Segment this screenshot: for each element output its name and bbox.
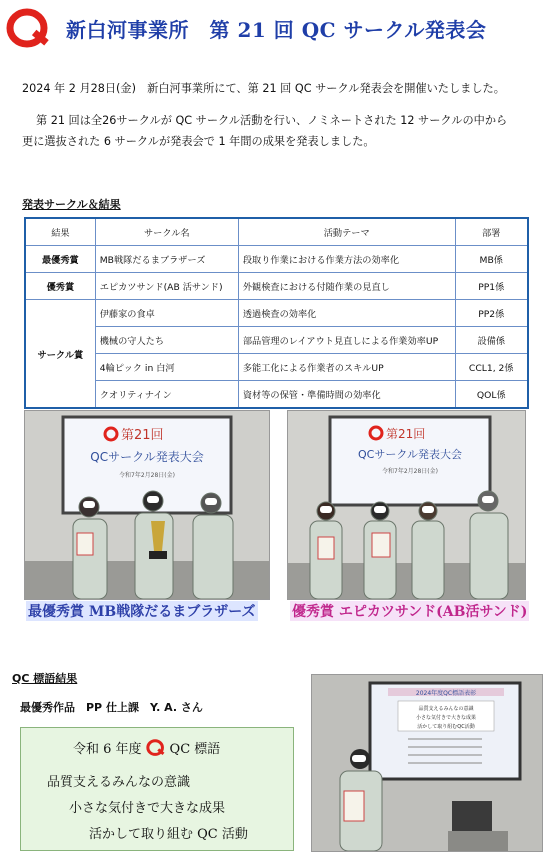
table-row (25, 327, 528, 354)
circle-cell: 4輪ピック in 白河 (95, 354, 238, 381)
slogan-winner: 最優秀作品 PP 仕上課 Y. A. さん (20, 701, 203, 714)
slogan-heading-suffix: QC 標語 (169, 742, 221, 757)
table-row (25, 381, 528, 409)
theme-cell: 段取り作業における作業方法の効率化 (238, 246, 455, 273)
slogan-line-1: 品質支えるみんなの意識 (47, 775, 191, 790)
screen-subtitle: QCサークル発表大会 (90, 450, 204, 464)
award-photo-ab (287, 410, 526, 600)
slogan-winner-photo (311, 674, 543, 852)
page-title: 新白河事業所 第 21 回 QC サークル発表会 (66, 18, 487, 42)
dept-cell: PP2係 (455, 300, 528, 327)
dept-cell: 設備係 (455, 327, 528, 354)
screen-subtitle: QCサークル発表大会 (357, 448, 463, 461)
slogan-line-3: 活かして取り組む QC 活動 (89, 827, 248, 842)
theme-cell: 部品管理のレイアウト見直しによる作業効率UP (238, 327, 455, 354)
winner-photo-image (312, 675, 542, 851)
theme-cell: 透過検査の効率化 (238, 300, 455, 327)
table-row (25, 246, 528, 273)
award-cell: サークル賞 (25, 300, 95, 409)
results-table (24, 217, 529, 409)
screen-date: 令和7年2月28日(金) (382, 468, 438, 475)
dept-cell: MB係 (455, 246, 528, 273)
award-cell: 最優秀賞 (25, 246, 95, 273)
column-header: サークル名 (95, 218, 238, 246)
column-header: 活動テーマ (238, 218, 455, 246)
intro-line-3: 更に選抜された 6 サークルが発表会で 1 年間の成果を発表しました。 (22, 135, 375, 148)
company-logo-icon (6, 8, 52, 50)
circle-cell: 伊藤家の食卓 (95, 300, 238, 327)
company-logo-icon (146, 739, 166, 757)
dept-cell: PP1係 (455, 273, 528, 300)
screen-date: 令和7年2月28日(金) (119, 472, 175, 479)
circle-cell: 機械の守人たち (95, 327, 238, 354)
intro-line-2: 第 21 回は全26サークルが QC サークル活動を行い、ノミネートされた 12 サークルの中から (36, 114, 508, 127)
screen-line: 品質支えるみんなの意識 (418, 706, 474, 712)
screen-line: 活かして取り組むQC活動 (417, 724, 475, 730)
circle-cell: MB戦隊だるまブラザーズ (95, 246, 238, 273)
slogan-heading-prefix: 令和 6 年度 (73, 742, 142, 757)
award-photo-mb (24, 410, 270, 600)
slogan-heading (73, 738, 220, 757)
theme-cell: 外観検査における付随作業の見直し (238, 273, 455, 300)
photo-caption-mb: 最優秀賞 MB戦隊だるまブラザーズ (26, 601, 258, 621)
slogan-box (20, 727, 294, 851)
circle-cell: クオリティナイン (95, 381, 238, 409)
intro-line-1: 2024 年 2 月28日(金) 新白河事業所にて、第 21 回 QC サークル発表会を開催いたしました。 (22, 82, 505, 95)
screen-title: 第21回 (386, 427, 426, 441)
screen-title: 第21回 (121, 428, 164, 443)
dept-cell: CCL1, 2係 (455, 354, 528, 381)
photo-caption-ab: 優秀賞 エピカツサンド(AB活サンド) (290, 601, 529, 621)
slogan-line-2: 小さな気付きで大きな成果 (69, 801, 226, 816)
theme-cell: 資材等の保管・準備時間の効率化 (238, 381, 455, 409)
table-row (25, 354, 528, 381)
results-section-title: 発表サークル＆結果 (22, 198, 121, 211)
table-row (25, 273, 528, 300)
group-photo-image (25, 411, 269, 599)
dept-cell: QOL係 (455, 381, 528, 409)
slogan-section-title: QC 標語結果 (12, 672, 78, 685)
screen-title: 2024年度QC標語表彰 (415, 690, 477, 697)
circle-cell: エピカツサンド(AB 活サンド) (95, 273, 238, 300)
group-photo-image (288, 411, 525, 599)
table-header-row (25, 218, 528, 246)
table-row (25, 300, 528, 327)
column-header: 部署 (455, 218, 528, 246)
screen-line: 小さな気付きで大きな成果 (415, 715, 477, 721)
column-header: 結果 (25, 218, 95, 246)
award-cell: 優秀賞 (25, 273, 95, 300)
theme-cell: 多能工化による作業者のスキルUP (238, 354, 455, 381)
